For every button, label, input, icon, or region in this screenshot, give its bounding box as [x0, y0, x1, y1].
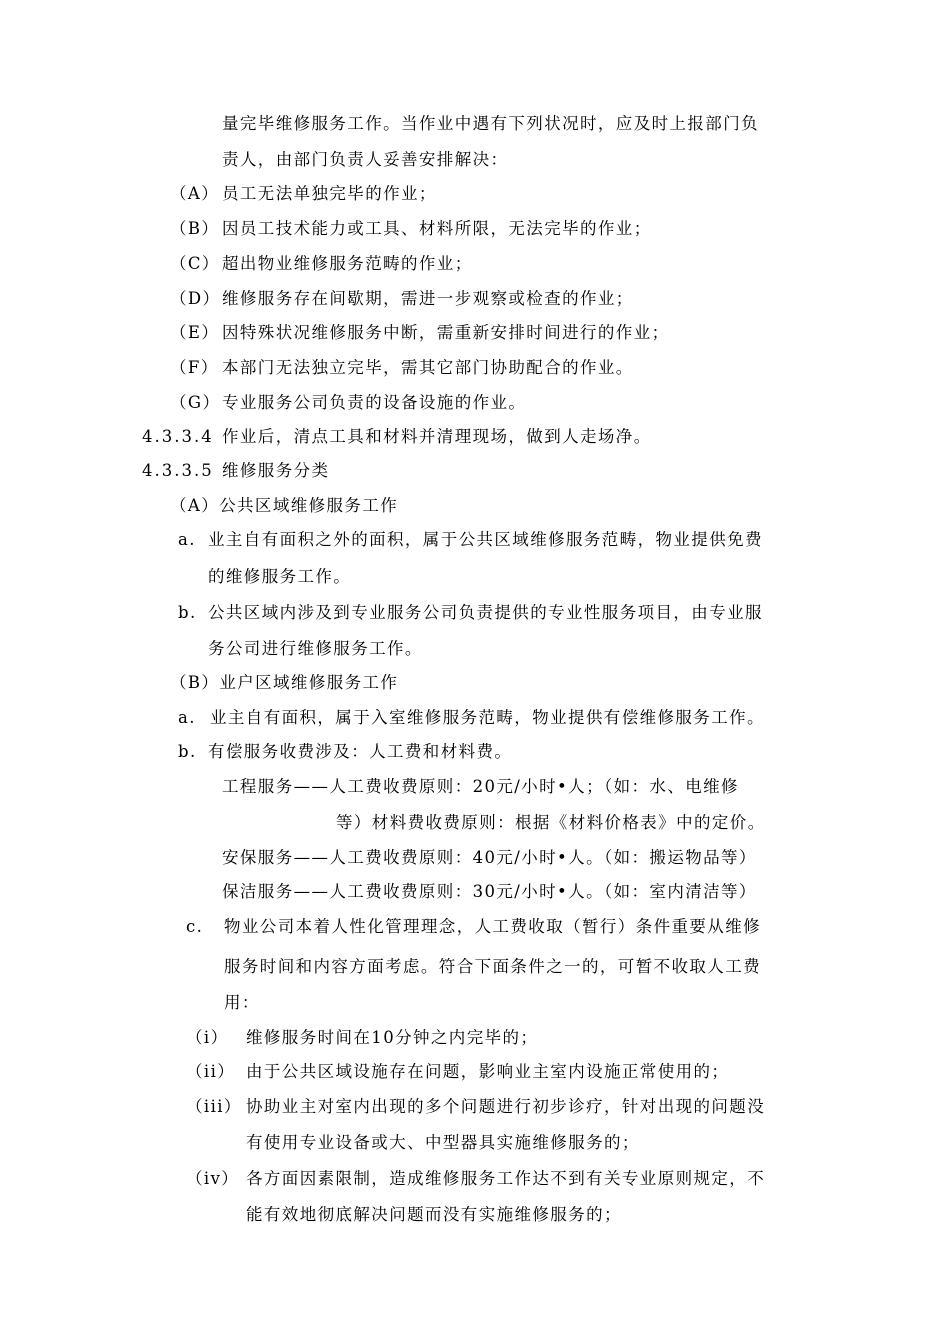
item-label: a. — [178, 530, 196, 549]
exemption-text: 维修服务时间在10分钟之内完毕的； — [246, 1028, 539, 1047]
item-label: c. — [186, 917, 204, 936]
section-4334 — [142, 427, 652, 447]
exemption-ii — [186, 1062, 729, 1082]
public-item-a — [178, 530, 763, 550]
condition-text: 因特殊状况维修服务中断，需重新安排时间进行的作业； — [222, 323, 670, 342]
exemption-iii — [186, 1097, 765, 1117]
public-item-b — [178, 603, 763, 623]
exemption-text: 协助业主对室内出现的多个问题进行初步诊疗，针对出现的问题没 — [246, 1097, 766, 1116]
fee-engineering-line-1: 工程服务——人工费收费原则：20元/小时•人；（如：水、电维修 — [222, 777, 739, 796]
item-text: 业主自有面积，属于入室维修服务范畴，物业提供有偿维修服务工作。 — [210, 708, 765, 727]
exemption-iii-cont: 有使用专业设备或大、中型器具实施维修服务的； — [246, 1133, 640, 1152]
condition-text: 本部门无法独立完毕，需其它部门协助配合的作业。 — [222, 358, 634, 377]
condition-text: 因员工技术能力或工具、材料所限，无法完毕的作业； — [222, 219, 652, 238]
exemption-text: 各方面因素限制，造成维修服务工作达不到有关专业原则规定，不 — [246, 1169, 766, 1188]
exemption-label: （ii） — [186, 1062, 236, 1081]
fee-engineering-line-2: 等）材料费收费原则：根据《材料价格表》中的定价。 — [336, 813, 766, 832]
public-area-heading: （A）公共区域维修服务工作 — [170, 496, 399, 515]
condition-label: （G） — [170, 393, 221, 412]
section-number: 4.3.3.5 — [142, 461, 214, 480]
item-label: b. — [178, 603, 197, 622]
item-label: b. — [178, 742, 197, 761]
condition-item — [170, 219, 652, 239]
item-text: 有偿服务收费涉及：人工费和材料费。 — [208, 742, 513, 761]
condition-label: （F） — [170, 358, 219, 377]
condition-label: （B） — [170, 219, 220, 238]
condition-item — [170, 254, 473, 274]
condition-text: 员工无法单独完毕的作业； — [222, 184, 437, 203]
exemption-label: （iv） — [186, 1169, 240, 1188]
household-item-a — [178, 708, 765, 728]
section-number: 4.3.3.4 — [142, 427, 214, 446]
item-text: 业主自有面积之外的面积，属于公共区域维修服务范畴，物业提供免费 — [208, 530, 763, 549]
fee-security: 安保服务——人工费收费原则：40元/小时•人。（如：搬运物品等） — [222, 848, 757, 867]
public-item-b-cont: 务公司进行维修服务工作。 — [208, 639, 423, 658]
condition-label: （A） — [170, 184, 220, 203]
exemption-iv-cont: 能有效地彻底解决问题而没有实施维修服务的； — [246, 1205, 622, 1224]
exemption-label: （i） — [186, 1028, 229, 1047]
exemption-label: （iii） — [186, 1097, 242, 1116]
section-text: 作业后，清点工具和材料并清理现场，做到人走场净。 — [222, 427, 652, 446]
exemption-i — [186, 1028, 538, 1048]
fee-cleaning: 保洁服务——人工费收费原则：30元/小时•人。（如：室内清洁等） — [222, 882, 757, 901]
section-text: 维修服务分类 — [222, 461, 330, 480]
intro-line-2: 责人，由部门负责人妥善安排解决： — [222, 150, 509, 169]
condition-item — [170, 358, 634, 378]
condition-item — [170, 393, 526, 413]
condition-label: （D） — [170, 289, 221, 308]
intro-line-1: 量完毕维修服务工作。当作业中遇有下列状况时，应及时上报部门负 — [222, 114, 759, 133]
condition-text: 专业服务公司负责的设备设施的作业。 — [222, 393, 527, 412]
exemption-iv — [186, 1169, 765, 1189]
condition-label: （E） — [170, 323, 220, 342]
household-item-b — [178, 742, 512, 762]
item-text: 公共区域内涉及到专业服务公司负责提供的专业性服务项目，由专业服 — [208, 603, 763, 622]
household-item-c — [186, 917, 761, 937]
condition-item — [170, 184, 437, 204]
condition-text: 维修服务存在间歇期，需进一步观察或检查的作业； — [222, 289, 634, 308]
household-item-c-cont-1: 服务时间和内容方面考虑。符合下面条件之一的，可暂不收取人工费 — [224, 957, 761, 976]
item-label: a. — [178, 708, 196, 727]
exemption-text: 由于公共区域设施存在问题，影响业主室内设施正常使用的； — [246, 1062, 730, 1081]
condition-label: （C） — [170, 254, 220, 273]
condition-item — [170, 289, 634, 309]
section-4335 — [142, 461, 329, 481]
condition-item — [170, 323, 670, 343]
condition-text: 超出物业维修服务范畴的作业； — [222, 254, 473, 273]
item-text: 物业公司本着人性化管理理念，人工费收取（暂行）条件重要从维修 — [224, 917, 761, 936]
household-area-heading: （B）业户区域维修服务工作 — [170, 673, 399, 692]
public-item-a-cont: 的维修服务工作。 — [208, 567, 352, 586]
household-item-c-cont-2: 用： — [224, 993, 260, 1012]
